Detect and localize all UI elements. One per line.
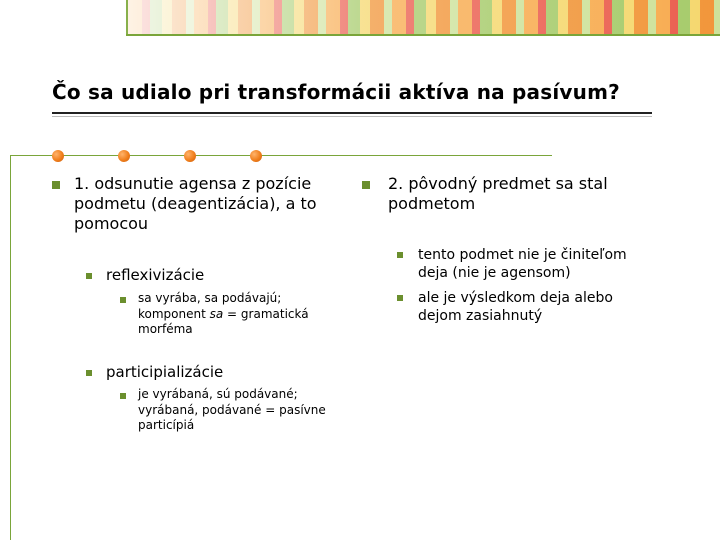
sub-point-participialization: participializácie [106, 363, 224, 381]
point-1-text: 1. odsunutie agensa z pozície podmetu (deagentizácia), a to pomocou [74, 174, 317, 233]
reflexivization-detail: sa vyrába, sa podávajú; komponent sa = gramatická morféma [138, 291, 309, 337]
bullet-icon [397, 295, 403, 301]
title-rule [52, 112, 652, 114]
title-rule-shadow [52, 116, 652, 117]
bullet-icon [397, 252, 403, 258]
slide-title: Čo sa udialo pri transformácii aktíva na pasívum? [52, 80, 620, 104]
sub-point-reflexivization: reflexivizácie [106, 266, 205, 284]
decorative-dot [184, 150, 196, 162]
decorative-dot [118, 150, 130, 162]
bullet-icon [362, 181, 370, 189]
bullet-icon [120, 297, 126, 303]
point-2-detail-a: tento podmet nie je činiteľom deja (nie je agensom) [418, 247, 627, 282]
decorative-dot [250, 150, 262, 162]
bullet-icon [86, 370, 92, 376]
decorative-horizontal-line [10, 155, 552, 156]
bullet-icon [52, 181, 60, 189]
banner-rule [126, 34, 720, 36]
participialization-detail: je vyrábaná, sú podávané; vyrábaná, podávané = pasívne particípiá [138, 387, 326, 433]
bullet-icon [86, 273, 92, 279]
decorative-vertical-line [10, 155, 11, 540]
point-2-detail-b: ale je výsledkom deja alebo dejom zasiahnutý [418, 290, 613, 325]
bullet-icon [120, 393, 126, 399]
point-2-text: 2. pôvodný predmet sa stal podmetom [388, 174, 608, 213]
decorative-banner [126, 0, 720, 36]
decorative-dot [52, 150, 64, 162]
